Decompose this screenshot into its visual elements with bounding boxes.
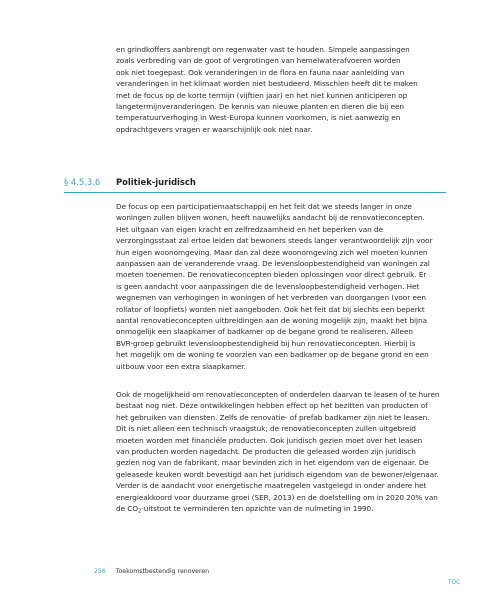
paragraph-line: moeten toenemen. De renovatieconcepten bieden oplossingen voor direct gebruik. Er	[116, 270, 427, 280]
page-footer	[94, 568, 209, 575]
paragraph-line: opdrachtgevers vragen er waarschijnlijk ook niet naar.	[116, 124, 313, 134]
body-paragraph-1	[116, 201, 446, 372]
paragraph-line: gezien nog van de fabrikant, maar bevinden zich in het eigendom van de eigenaar. De	[116, 458, 429, 468]
co2-subscript: 2	[138, 508, 142, 515]
paragraph-line: verzorgingsstaat zal ertoe leiden dat bewoners steeds langer verantwoordelijk zijn voor	[116, 236, 433, 246]
paragraph-line: veranderingen in het klimaat worden niet bestudeerd. Misschien heeft dit te maken	[116, 79, 418, 89]
body-paragraph-2	[116, 389, 446, 518]
paragraph-line: woningen zullen blijven wonen, heeft nauwelijks aandacht bij de renovatieconcepten.	[116, 213, 425, 223]
paragraph-line: bestaat nog niet. Deze ontwikkelingen hebben effect op het bezitten van producten of	[116, 401, 428, 411]
paragraph-line: aantal renovatieconcepten uitbreidingen aan de woning mogelijk zijn, maakt het bijna	[116, 316, 428, 326]
paragraph-line: hun eigen woonomgeving. Maar dan zal deze woonomgeving zich wel moeten kunnen	[116, 247, 428, 257]
paragraph-line: onmogelijk een slaapkamer of badkamer op de begane grond te realiseren. Alleen	[116, 327, 413, 337]
paragraph-line: het mogelijk om de woning te voorzien van een badkamer op de begane grond en een	[116, 350, 429, 360]
paragraph-line: en grindkoffers aanbrengt om regenwater vast te houden. Simpele aanpassingen	[116, 45, 410, 54]
co2-line-start: de CO	[116, 504, 139, 514]
paragraph-line: geleasede keuken wordt bevestigd aan het juridisch eigendom van de bewoner/eigenaar.	[116, 469, 439, 479]
paragraph-line: het gebruiken van diensten. Zelfs de renovatie- of prefab badkamer zijn niet te leasen.	[116, 412, 430, 422]
paragraph-line: is geen aandacht voor aanpassingen die de levensloopbestendigheid verhogen. Het	[116, 281, 420, 291]
paragraph-line: moeten worden met financiële producten. Ook juridisch gezien moet over het leasen	[116, 435, 423, 445]
paragraph-line: De focus op een participatiemaatschappij en het feit dat we steeds langer in onze	[116, 202, 412, 211]
paragraph-line: Dit is niet alleen een technisch vraagstuk; de renovatieconcepten zullen uitgebreid	[116, 424, 416, 434]
section-number: § 4.5.3.6	[64, 177, 101, 187]
paragraph-line: wegnemen van verhogingen in woningen of het verbreden van doorgangen (voor een	[116, 293, 426, 303]
paragraph-line: Verder is de aandacht voor energetische maatregelen vastgelegd in onder andere het	[116, 481, 427, 491]
paragraph-line-co2	[116, 503, 446, 518]
footer-title: Toekomstbestendig renoveren	[115, 568, 210, 575]
paragraph-line: temperatuurverhoging in West-Europa kunnen voorkomen, is niet aanwezig en	[116, 113, 401, 123]
section-heading	[64, 176, 446, 190]
intro-paragraph	[116, 44, 446, 135]
paragraph-line: Het uitgaan van eigen kracht en zelfredzaamheid en het beperken van de	[116, 224, 384, 234]
paragraph-line: uitbouw voor een extra slaapkamer.	[116, 361, 246, 371]
paragraph-line: zoals verbreding van de goot of vergrotingen van hemelwaterafvoeren worden	[116, 56, 401, 66]
paragraph-line: ook niet toegepast. Ook veranderingen in de flora en fauna naar aanleiding van	[116, 67, 405, 77]
section-divider	[64, 192, 446, 193]
paragraph-line: met de focus op de korte termijn (vijftien jaar) en het niet kunnen anticiperen op	[116, 90, 408, 100]
paragraph-line: aanpassen aan de veranderende vraag. De levensloopbestendigheid van woningen zal	[116, 259, 430, 269]
co2-line-end: -uitstoot te verminderen ten opzichte van de nulmeting in 1990.	[141, 504, 374, 514]
paragraph-line: langetermijnveranderingen. De kennis van nieuwe planten en dieren die bij een	[116, 102, 405, 112]
paragraph-line: energieakkoord voor duurzame groei (SER, 2013) en de doelstelling om in 2020 20% van	[116, 492, 438, 502]
paragraph-line: rollator of loopfiets) worden niet aangeboden. Ook het feit dat bij slechts een beperkt	[116, 304, 425, 314]
section-title: Politiek-juridisch	[116, 177, 196, 187]
page-number: 256	[94, 568, 106, 575]
paragraph-line: van producten worden nagedacht. De producten die geleased worden zijn juridisch	[116, 447, 416, 457]
paragraph-line: BVR-groep gebruikt levensloopbestendigheid bij hun renovatieconcepten. Hierbij is	[116, 338, 416, 348]
toc-link[interactable]: TOC	[448, 580, 461, 586]
paragraph-line: Ook de mogelijkheid om renovatieconcepten of onderdelen daarvan te leasen of te huren	[116, 390, 440, 399]
